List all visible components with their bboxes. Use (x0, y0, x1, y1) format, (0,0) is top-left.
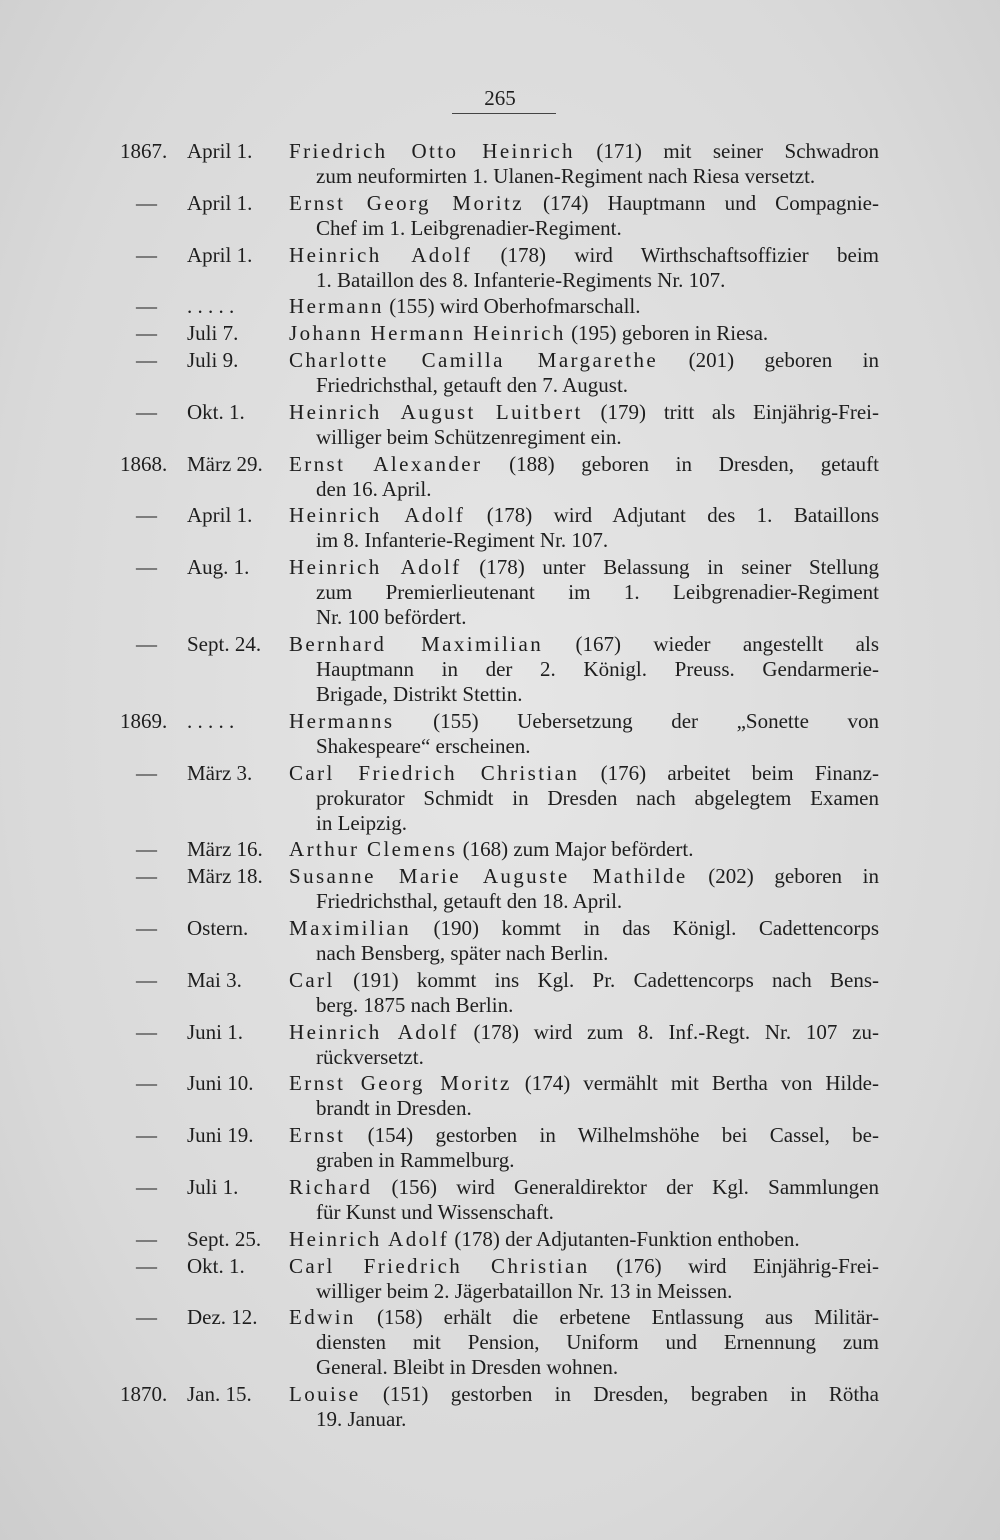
entry-first-line (289, 555, 879, 580)
chronicle-entry (0, 968, 1000, 1018)
entry-continuation-line: für Kunst und Wissenschaft. (316, 1199, 554, 1224)
entry-date: Ostern. (187, 915, 249, 940)
chronicle-entry (0, 1123, 1000, 1173)
entry-year: — (136, 760, 157, 785)
entry-continuation-line: Shakespeare“ erscheinen. (316, 733, 531, 758)
entry-continuation-line: williger beim Schützenregiment ein. (316, 424, 622, 449)
entry-continuation-line: Friedrichsthal, getauft den 7. August. (316, 372, 629, 397)
entry-date: Mai 3. (187, 967, 242, 992)
entry-year: — (136, 631, 157, 656)
person-name: Heinrich Adolf (289, 1226, 450, 1251)
entry-first-line (289, 632, 879, 657)
entry-line-text: (174) Hauptmann und Compagnie- (523, 190, 879, 215)
entry-text (289, 1020, 879, 1070)
entry-continuation-line: den 16. April. (316, 476, 432, 501)
entry-first-line (289, 191, 879, 216)
entry-date: Sept. 25. (187, 1226, 262, 1251)
chronicle-entry (0, 916, 1000, 966)
chronicle-entry (0, 864, 1000, 914)
chronicle-entry (0, 191, 1000, 241)
entry-year: — (136, 967, 157, 992)
chronicle-entry (0, 243, 1000, 293)
entry-line-text: (176) arbeitet beim Finanz- (579, 760, 879, 785)
person-name: Ernst Georg Moritz (289, 190, 524, 215)
entry-first-line (289, 321, 879, 346)
person-name: Heinrich August Luitbert (289, 399, 583, 424)
entry-date: Juni 19. (187, 1123, 254, 1148)
person-name: Richard (289, 1174, 373, 1199)
person-name: Charlotte Camilla Margarethe (289, 347, 659, 372)
entry-first-line (289, 1227, 879, 1252)
entry-text (289, 1175, 879, 1225)
person-name: Heinrich Adolf (289, 503, 466, 528)
entry-year: 1868. (120, 451, 168, 476)
entry-line-text: (155) wird Oberhofmarschall. (383, 294, 641, 319)
entry-date: April 1. (187, 139, 253, 163)
entry-year: — (136, 1253, 157, 1278)
entry-continuation-line: Hauptmann in der 2. Königl. Preuss. Gendarmerie- (316, 656, 879, 681)
entry-year: — (136, 1123, 157, 1148)
entry-first-line (289, 864, 879, 889)
entry-date: Juli 9. (187, 347, 239, 372)
entry-continuation-line: Nr. 100 befördert. (316, 605, 467, 630)
person-name: Louise (289, 1382, 361, 1407)
entry-first-line (289, 294, 879, 319)
entry-year: — (136, 915, 157, 940)
chronicle-entry (0, 555, 1000, 630)
entry-date: Juli 7. (187, 321, 239, 346)
chronicle-entry (0, 1254, 1000, 1304)
entry-year: — (136, 864, 157, 889)
entry-text (289, 1071, 879, 1121)
entry-continuation-line: prokurator Schmidt in Dresden nach abgelegtem Examen (316, 785, 879, 810)
entry-text (289, 1227, 879, 1252)
entry-first-line (289, 968, 879, 993)
entry-first-line (289, 400, 879, 425)
entry-year: — (136, 399, 157, 424)
entry-date: . . . . . (187, 294, 235, 319)
entry-continuation-line: diensten mit Pension, Uniform und Ernennung zum (316, 1330, 879, 1355)
entry-text (289, 864, 879, 914)
entry-first-line (289, 709, 879, 734)
entry-first-line (289, 1254, 879, 1279)
entry-line-text: (178) der Adjutanten-Funktion enthoben. (449, 1226, 800, 1251)
entry-continuation-line: 19. Januar. (316, 1407, 407, 1432)
entry-first-line (289, 1175, 879, 1200)
person-name: Ernst Alexander (289, 451, 483, 476)
person-name: Ernst Georg Moritz (289, 1071, 512, 1096)
entry-year: — (136, 1019, 157, 1044)
entry-date: April 1. (187, 503, 253, 528)
entry-date: Dez. 12. (187, 1305, 258, 1330)
entry-text (289, 1254, 879, 1304)
entry-continuation-line: nach Bensberg, später nach Berlin. (316, 940, 609, 965)
chronicle-entry (0, 761, 1000, 836)
person-name: Carl Friedrich Christian (289, 760, 580, 785)
chronicle-entry (0, 1071, 1000, 1121)
person-name: Heinrich Adolf (289, 242, 473, 267)
entry-year: — (136, 1305, 157, 1330)
entry-text (289, 916, 879, 966)
entry-line-text: (201) geboren in (658, 347, 879, 372)
entry-line-text: (178) wird zum 8. Inf.-Regt. Nr. 107 zu- (458, 1019, 880, 1044)
person-name: Friedrich Otto Heinrich (289, 139, 575, 163)
entry-text (289, 1382, 879, 1432)
person-name: Johann Hermann Heinrich (289, 321, 566, 346)
person-name: Bernhard Maximilian (289, 631, 544, 656)
page-number: 265 (484, 86, 516, 110)
chronicle-entry (0, 1227, 1000, 1252)
entry-line-text: (190) kommt in das Königl. Cadettencorps (411, 915, 879, 940)
entry-line-text: (168) zum Major befördert. (457, 837, 694, 862)
entry-text (289, 1123, 879, 1173)
chronicle-entry (0, 837, 1000, 862)
entry-text (289, 837, 879, 862)
entry-continuation-line: 1. Bataillon des 8. Infanterie-Regiments Nr. 107. (316, 267, 726, 292)
chronicle-entry (0, 1020, 1000, 1070)
entry-first-line (289, 1305, 879, 1330)
chronicle-entries (0, 139, 1000, 1434)
page-number-rule (452, 113, 556, 114)
entry-text (289, 348, 879, 398)
entry-year: — (136, 294, 157, 319)
entry-continuation-line: im 8. Infanterie-Regiment Nr. 107. (316, 528, 609, 553)
entry-text (289, 968, 879, 1018)
entry-date: März 18. (187, 864, 263, 889)
entry-year: — (136, 1226, 157, 1251)
entry-text (289, 139, 879, 189)
entry-date: März 3. (187, 760, 253, 785)
entry-first-line (289, 503, 879, 528)
person-name: Carl (289, 967, 335, 992)
chronicle-entry (0, 294, 1000, 319)
entry-year: — (136, 503, 157, 528)
person-name: Edwin (289, 1305, 356, 1330)
chronicle-entry (0, 452, 1000, 502)
person-name: Heinrich Adolf (289, 1019, 459, 1044)
person-name: Arthur Clemens (289, 837, 458, 862)
entry-first-line (289, 837, 879, 862)
entry-first-line (289, 1382, 879, 1407)
entry-first-line (289, 348, 879, 373)
entry-line-text: (178) unter Belassung in seiner Stellung (461, 555, 879, 580)
entry-line-text: (171) mit seiner Schwadron (574, 139, 879, 163)
entry-line-text: (191) kommt ins Kgl. Pr. Cadettencorps nach Bens- (334, 967, 879, 992)
entry-first-line (289, 452, 879, 477)
entry-date: März 29. (187, 451, 263, 476)
person-name: Hermann (289, 294, 384, 319)
entry-line-text: (154) gestorben in Wilhelmshöhe bei Cassel, be- (345, 1123, 879, 1148)
entry-line-text: (195) geboren in Riesa. (565, 321, 769, 346)
entry-date: Juli 1. (187, 1174, 239, 1199)
entry-year: — (136, 1174, 157, 1199)
entry-continuation-line: General. Bleibt in Dresden wohnen. (316, 1355, 619, 1380)
entry-text (289, 321, 879, 346)
entry-first-line (289, 139, 879, 164)
entry-line-text: (174) vermählt mit Bertha von Hilde- (511, 1071, 879, 1096)
entry-date: April 1. (187, 190, 253, 215)
entry-line-text: (179) tritt als Einjährig-Frei- (582, 399, 879, 424)
entry-date: Juni 10. (187, 1071, 254, 1096)
entry-date: Jan. 15. (187, 1382, 252, 1407)
entry-year: — (136, 1071, 157, 1096)
chronicle-entry (0, 348, 1000, 398)
entry-line-text: (158) erhält die erbetene Entlassung aus Militär- (355, 1305, 879, 1330)
entry-text (289, 555, 879, 630)
entry-text (289, 294, 879, 319)
chronicle-entry (0, 632, 1000, 707)
entry-date: . . . . . (187, 708, 235, 733)
entry-text (289, 1305, 879, 1380)
entry-text (289, 761, 879, 836)
entry-date: April 1. (187, 242, 253, 267)
entry-text (289, 452, 879, 502)
entry-line-text: (167) wieder angestellt als (543, 631, 879, 656)
entry-year: — (136, 242, 157, 267)
entry-first-line (289, 243, 879, 268)
entry-year: 1867. (120, 139, 168, 163)
chronicle-entry (0, 1382, 1000, 1432)
entry-date: Okt. 1. (187, 1253, 245, 1278)
entry-year: — (136, 347, 157, 372)
chronicle-entry (0, 1175, 1000, 1225)
entry-first-line (289, 916, 879, 941)
entry-text (289, 400, 879, 450)
entry-line-text: (176) wird Einjährig-Frei- (589, 1253, 879, 1278)
entry-line-text: (155) Uebersetzung der „Sonette von (394, 708, 879, 733)
entry-text (289, 503, 879, 553)
entry-line-text: (151) gestorben in Dresden, begraben in Rötha (360, 1382, 879, 1407)
entry-first-line (289, 1071, 879, 1096)
chronicle-entry (0, 1305, 1000, 1380)
chronicle-entry (0, 139, 1000, 189)
entry-continuation-line: williger beim 2. Jägerbataillon Nr. 13 in Meissen. (316, 1278, 733, 1303)
entry-continuation-line: graben in Rammelburg. (316, 1148, 515, 1173)
entry-continuation-line: berg. 1875 nach Berlin. (316, 992, 514, 1017)
entry-continuation-line: Friedrichsthal, getauft den 18. April. (316, 889, 623, 914)
entry-continuation-line: rückversetzt. (316, 1044, 424, 1069)
person-name: Carl Friedrich Christian (289, 1253, 590, 1278)
entry-year: — (136, 321, 157, 346)
entry-text (289, 709, 879, 759)
chronicle-entry (0, 321, 1000, 346)
person-name: Maximilian (289, 915, 411, 940)
entry-year: — (136, 555, 157, 580)
chronicle-entry (0, 709, 1000, 759)
entry-date: Juni 1. (187, 1019, 244, 1044)
person-name: Ernst (289, 1123, 346, 1148)
entry-date: März 16. (187, 837, 263, 862)
entry-text (289, 243, 879, 293)
entry-continuation-line: zum neuformirten 1. Ulanen-Regiment nach Riesa versetzt. (316, 164, 816, 188)
entry-year: 1870. (120, 1382, 168, 1407)
person-name: Susanne Marie Auguste Mathilde (289, 864, 688, 889)
entry-continuation-line: Brigade, Distrikt Stettin. (316, 681, 523, 706)
entry-text (289, 632, 879, 707)
entry-text (289, 191, 879, 241)
entry-date: Okt. 1. (187, 399, 245, 424)
entry-year: — (136, 190, 157, 215)
person-name: Heinrich Adolf (289, 555, 462, 580)
entry-line-text: (202) geboren in (687, 864, 879, 889)
entry-continuation-line: brandt in Dresden. (316, 1096, 472, 1121)
chronicle-entry (0, 503, 1000, 553)
entry-year: 1869. (120, 708, 168, 733)
entry-date: Aug. 1. (187, 555, 250, 580)
entry-first-line (289, 1020, 879, 1045)
entry-line-text: (178) wird Adjutant des 1. Bataillons (465, 503, 880, 528)
entry-continuation-line: Chef im 1. Leibgrenadier-Regiment. (316, 215, 622, 240)
entry-year: — (136, 837, 157, 862)
entry-line-text: (178) wird Wirthschaftsoffizier beim (472, 242, 879, 267)
entry-line-text: (156) wird Generaldirektor der Kgl. Sammlungen (372, 1174, 879, 1199)
entry-continuation-line: in Leipzig. (316, 810, 407, 835)
chronicle-entry (0, 400, 1000, 450)
person-name: Hermanns (289, 708, 395, 733)
entry-first-line (289, 1123, 879, 1148)
entry-date: Sept. 24. (187, 631, 262, 656)
entry-line-text: (188) geboren in Dresden, getauft (482, 451, 880, 476)
entry-first-line (289, 761, 879, 786)
entry-continuation-line: zum Premierlieutenant im 1. Leibgrenadier-Regiment (316, 580, 879, 605)
